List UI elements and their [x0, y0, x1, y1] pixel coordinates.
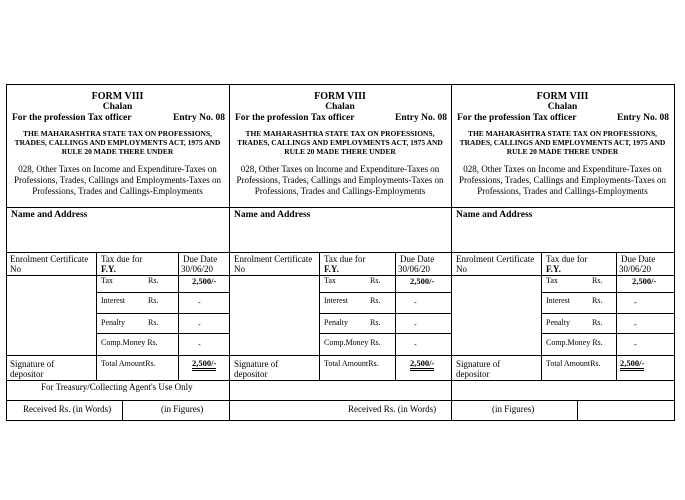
interest-value: - — [414, 298, 417, 307]
signature-label-depositor: depositor — [234, 369, 268, 379]
due-date-value: 30/06/20 — [398, 264, 431, 274]
rule-before-signature — [6, 355, 674, 356]
form-title: FORM VIII — [91, 91, 144, 102]
rule-after-header — [6, 207, 674, 208]
head-line-3: Professions, Trades and Callings-Employments — [477, 186, 648, 196]
due-date-label: Due Date — [621, 254, 656, 264]
penalty-label: Penalty — [101, 318, 125, 327]
head-line-1: 028, Other Taxes on Income and Expenditure-Taxes on — [18, 164, 217, 174]
tax-due-fy: F.Y. — [101, 264, 116, 274]
tax-label: Tax — [546, 276, 558, 285]
entry-number: Entry No. 08 — [395, 113, 447, 123]
total-amount-value: 2,500/- — [620, 359, 644, 371]
tax-due-label: Tax due for — [546, 254, 588, 264]
signature-label-depositor: depositor — [456, 369, 490, 379]
signature-label: Signature of — [456, 359, 501, 369]
head-line-2: Professions, Trades, Callings and Employments-Taxes on — [458, 175, 667, 185]
head-line-2: Professions, Trades, Callings and Employments-Taxes on — [236, 175, 444, 185]
total-amount-label: Total AmountRs. — [101, 359, 156, 368]
chalan-title: Chalan — [325, 102, 355, 112]
interest-rs-label: Rs. — [148, 296, 159, 305]
comp-money-label: Comp.Money Rs. — [546, 338, 603, 347]
rule-after-signature — [6, 380, 674, 381]
rule-row-interest-2 — [319, 313, 451, 314]
rule-row-interest-1 — [96, 313, 229, 314]
treasury-use-label: For Treasury/Collecting Agent's Use Only — [41, 382, 193, 392]
rule-row-penalty-1 — [96, 333, 229, 334]
in-figures-label: (in Figures) — [492, 404, 535, 414]
due-date-label: Due Date — [400, 254, 435, 264]
name-address-label: Name and Address — [234, 210, 311, 220]
signature-label: Signature of — [10, 359, 55, 369]
col-sep-a-1 — [96, 252, 97, 380]
col-sep-a-2 — [319, 252, 320, 380]
comp-money-value: - — [198, 340, 201, 349]
entry-number: Entry No. 08 — [173, 113, 225, 123]
act-line-2: TRADES, CALLINGS AND EMPLOYMENTS ACT, 1975 AND — [459, 138, 666, 147]
enrolment-label-no: No — [456, 264, 467, 274]
tax-rs-label: Rs. — [592, 276, 603, 285]
act-line-2: TRADES, CALLINGS AND EMPLOYMENTS ACT, 1975 AND — [237, 138, 443, 147]
border-right — [674, 84, 675, 421]
in-figures-label: (in Figures) — [161, 404, 204, 414]
rule-row-tax-3 — [541, 292, 674, 293]
penalty-rs-label: Rs. — [592, 318, 603, 327]
act-line-3: RULE 20 MADE THERE UNDER — [284, 147, 396, 156]
penalty-rs-label: Rs. — [148, 318, 159, 327]
rule-row-penalty-2 — [319, 333, 451, 334]
rule-row-interest-3 — [541, 313, 674, 314]
penalty-value: - — [634, 320, 637, 329]
entry-number: Entry No. 08 — [617, 113, 669, 123]
signature-label-depositor: depositor — [10, 369, 44, 379]
officer-label: For the profession Tax officer — [457, 113, 577, 123]
tax-value: 2,500/- — [192, 276, 217, 286]
due-date-value: 30/06/20 — [619, 264, 652, 274]
enrolment-label: Enrolment Certificate — [234, 254, 313, 264]
tax-due-label: Tax due for — [101, 254, 143, 264]
enrolment-label-no: No — [10, 264, 21, 274]
comp-money-label: Comp.Money Rs. — [324, 338, 381, 347]
tax-due-fy: F.Y. — [324, 264, 339, 274]
penalty-label: Penalty — [324, 318, 348, 327]
head-line-1: 028, Other Taxes on Income and Expenditure-Taxes on — [240, 164, 440, 174]
rule-row-penalty-3 — [541, 333, 674, 334]
penalty-value: - — [414, 320, 417, 329]
interest-value: - — [634, 298, 637, 307]
penalty-rs-label: Rs. — [370, 318, 381, 327]
act-line-2: TRADES, CALLINGS AND EMPLOYMENTS ACT, 1975 AND — [14, 138, 221, 147]
received-in-words-label: Received Rs. (in Words) — [23, 404, 112, 414]
head-line-2: Professions, Trades, Callings and Employments-Taxes on — [13, 175, 222, 185]
act-line-1: THE MAHARASHTRA STATE TAX ON PROFESSIONS, — [245, 129, 435, 138]
chalan-title: Chalan — [547, 102, 578, 112]
total-amount-label: Total AmountRs. — [324, 359, 379, 368]
interest-label: Interest — [324, 296, 348, 305]
received-in-words-label: Received Rs. (in Words) — [348, 404, 437, 414]
interest-rs-label: Rs. — [592, 296, 603, 305]
received-sep-2 — [577, 400, 578, 420]
act-line-1: THE MAHARASHTRA STATE TAX ON PROFESSIONS, — [467, 129, 658, 138]
total-amount-value: 2,500/- — [410, 359, 434, 371]
interest-label: Interest — [546, 296, 570, 305]
penalty-label: Penalty — [546, 318, 570, 327]
comp-money-value: - — [634, 340, 637, 349]
due-date-label: Due Date — [183, 254, 218, 264]
officer-label: For the profession Tax officer — [235, 113, 355, 123]
head-line-3: Professions, Trades and Callings-Employments — [254, 186, 426, 196]
col-sep-a-3 — [541, 252, 542, 380]
tax-label: Tax — [324, 276, 336, 285]
border-bottom — [6, 420, 674, 421]
act-line-3: RULE 20 MADE THERE UNDER — [506, 147, 619, 156]
penalty-value: - — [198, 320, 201, 329]
total-amount-value: 2,500/- — [192, 359, 216, 371]
interest-rs-label: Rs. — [370, 296, 381, 305]
tax-rs-label: Rs. — [370, 276, 381, 285]
chalan-title: Chalan — [102, 102, 133, 112]
tax-value: 2,500/- — [632, 276, 657, 286]
tax-rs-label: Rs. — [148, 276, 159, 285]
enrolment-label: Enrolment Certificate — [456, 254, 535, 264]
head-line-1: 028, Other Taxes on Income and Expenditure-Taxes on — [463, 164, 662, 174]
tax-due-fy: F.Y. — [546, 264, 561, 274]
tax-label: Tax — [101, 276, 113, 285]
rule-row-tax-2 — [319, 292, 451, 293]
signature-label: Signature of — [234, 359, 279, 369]
col-sep-b-1 — [178, 252, 179, 380]
act-line-3: RULE 20 MADE THERE UNDER — [61, 147, 174, 156]
interest-label: Interest — [101, 296, 125, 305]
enrolment-label-no: No — [234, 264, 245, 274]
rule-after-name-address — [6, 252, 674, 253]
enrolment-label: Enrolment Certificate — [10, 254, 89, 264]
due-date-value: 30/06/20 — [181, 264, 214, 274]
comp-money-value: - — [414, 340, 417, 349]
form-title: FORM VIII — [536, 91, 589, 102]
tax-due-label: Tax due for — [324, 254, 366, 264]
rule-before-received — [6, 400, 674, 401]
received-sep-1 — [122, 400, 123, 420]
name-address-label: Name and Address — [456, 210, 533, 220]
head-line-3: Professions, Trades and Callings-Employments — [32, 186, 203, 196]
col-sep-b-2 — [395, 252, 396, 380]
comp-money-label: Comp.Money Rs. — [101, 338, 158, 347]
form-title: FORM VIII — [314, 91, 366, 102]
tax-value: 2,500/- — [410, 276, 435, 286]
border-top — [6, 84, 674, 85]
total-amount-label: Total AmountRs. — [546, 359, 601, 368]
act-line-1: THE MAHARASHTRA STATE TAX ON PROFESSIONS, — [22, 129, 213, 138]
col-sep-b-3 — [616, 252, 617, 380]
rule-row-tax-1 — [96, 292, 229, 293]
officer-label: For the profession Tax officer — [12, 113, 132, 123]
name-address-label: Name and Address — [11, 210, 88, 220]
interest-value: - — [198, 298, 201, 307]
